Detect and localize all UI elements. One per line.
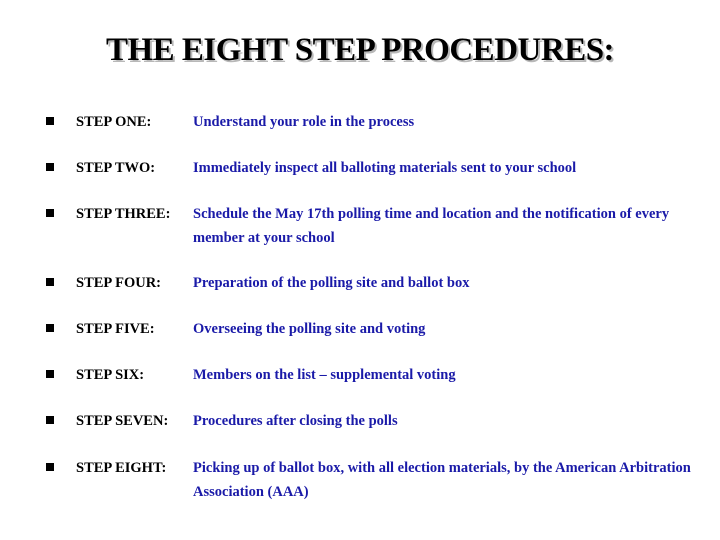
square-bullet-icon: [46, 463, 54, 471]
square-bullet-icon: [46, 117, 54, 125]
step-label: STEP FOUR:: [76, 275, 161, 291]
step-label: STEP TWO:: [76, 160, 156, 176]
step-label: STEP FIVE:: [76, 321, 155, 337]
step-description: Schedule the May 17th polling time and location and the notification of every member at your school: [193, 206, 670, 246]
square-bullet-icon: [46, 370, 54, 378]
slide-title: THE EIGHT STEP PROCEDURES:: [105, 32, 615, 68]
step-label: STEP SIX:: [76, 367, 145, 383]
step-description: Immediately inspect all balloting materials sent to your school: [193, 160, 577, 176]
step-description: Overseeing the polling site and voting: [193, 321, 426, 337]
square-bullet-icon: [46, 278, 54, 286]
step-label: STEP EIGHT:: [76, 460, 167, 476]
square-bullet-icon: [46, 209, 54, 217]
step-description: Members on the list – supplemental voting: [193, 367, 456, 383]
step-description: Preparation of the polling site and ballot box: [193, 275, 470, 291]
step-label: STEP ONE:: [76, 114, 152, 130]
square-bullet-icon: [46, 416, 54, 424]
step-description: Understand your role in the process: [193, 114, 415, 130]
step-label: STEP THREE:: [76, 206, 171, 222]
step-label: STEP SEVEN:: [76, 413, 169, 429]
square-bullet-icon: [46, 324, 54, 332]
square-bullet-icon: [46, 163, 54, 171]
step-description: Procedures after closing the polls: [193, 413, 398, 429]
step-description: Picking up of ballot box, with all election materials, by the American Arbitration Association (AAA): [193, 460, 691, 500]
